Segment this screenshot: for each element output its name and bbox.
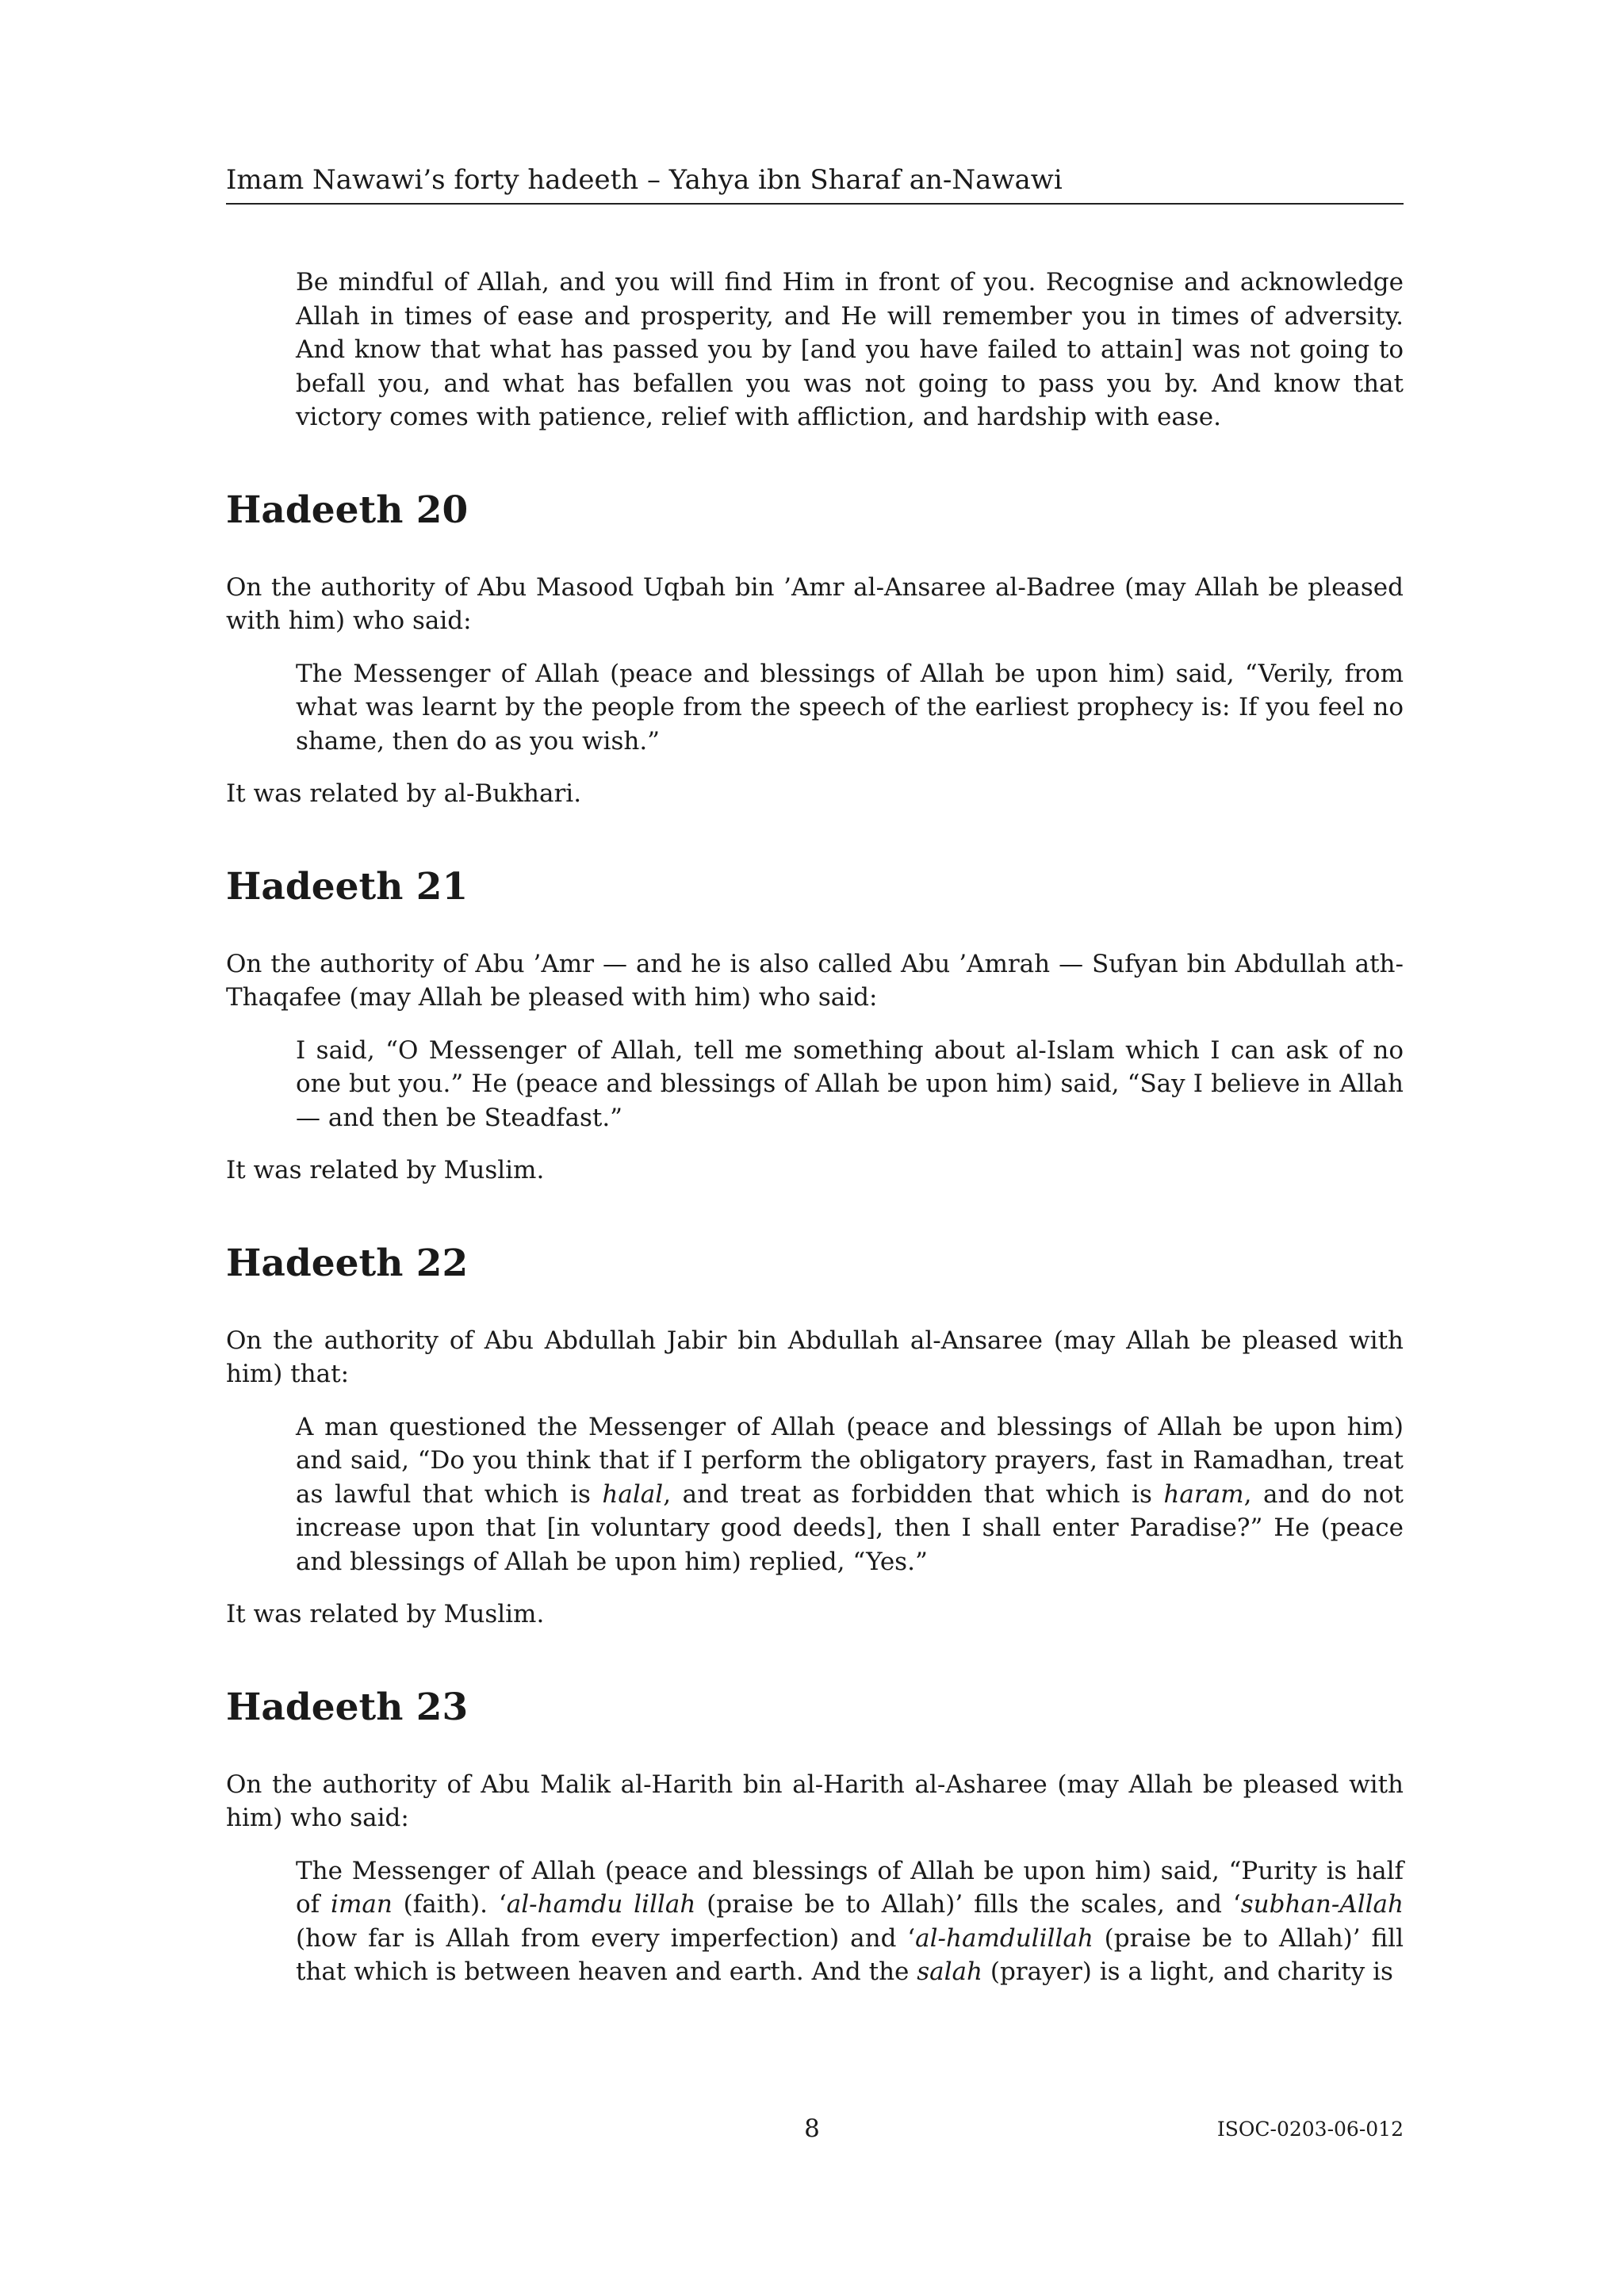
term-subhan-allah: subhan-Allah	[1240, 1890, 1404, 1919]
document-code: ISOC-0203-06-012	[1216, 2118, 1404, 2141]
term-iman: iman	[331, 1890, 393, 1919]
hadeeth-23-heading: Hadeeth 23	[226, 1685, 469, 1729]
hadeeth-23-authority: On the authority of Abu Malik al-Harith bin al-Harith al-Asharee (may Allah be pleased with him) who said:	[226, 1770, 1404, 1832]
quote-text: , and do not increase upon that [in voluntary good deeds], then I shall enter Paradise?” He (peace and blessings of Allah be upon him) replied, “Yes.”	[296, 1479, 1404, 1576]
hadeeth-20-heading: Hadeeth 20	[226, 488, 469, 532]
hadeeth-22-heading: Hadeeth 22	[226, 1241, 469, 1285]
quote-text: (praise be to Allah)’ fills the scales, and ‘	[695, 1890, 1241, 1919]
hadeeth-22-quote	[296, 1410, 1404, 1579]
term-halal: halal	[602, 1479, 664, 1509]
page-body	[226, 266, 1404, 1989]
hadeeth-23-quote	[296, 1854, 1404, 1989]
quote-text: (praise be to Allah)’ fill that which is between heaven and earth. And the	[296, 1923, 1404, 1986]
quote-text: A man questioned the Messenger of Allah (peace and blessings of Allah be upon him) and said, “Do you think that if I perform the obligatory prayers, fast in Ramadhan, treat as lawful that which is	[296, 1412, 1404, 1509]
term-al-hamdulillah: al-hamdulillah	[915, 1923, 1094, 1953]
hadeeth-22-related: It was related by Muslim.	[226, 1600, 545, 1628]
term-haram: haram	[1163, 1479, 1244, 1509]
hadeeth-21-related: It was related by Muslim.	[226, 1156, 545, 1184]
quote-text: The Messenger of Allah (peace and blessings of Allah be upon him) said, “Purity is half of	[296, 1856, 1404, 1919]
hadeeth-21-quote: I said, “O Messenger of Allah, tell me something about al-Islam which I can ask of no one but you.” He (peace and blessings of Allah be upon him) said, “Say I believe in Allah — and then be Steadfast.”	[296, 1035, 1404, 1132]
quote-text: , and treat as forbidden that which is	[663, 1479, 1164, 1509]
page-number: 8	[804, 2114, 820, 2143]
quote-text: (how far is Allah from every imperfection) and ‘	[296, 1923, 916, 1953]
hadeeth-20-quote: The Messenger of Allah (peace and blessings of Allah be upon him) said, “Verily, from what was learnt by the people from the speech of the earliest prophecy is: If you feel no shame, then do as you wish.”	[296, 659, 1404, 756]
intro-quote: Be mindful of Allah, and you will find Him in front of you. Recognise and acknowledge Allah in times of ease and prosperity, and He will remember you in times of adversity. And know that what has passed you by [and you have failed to attain] was not going to befall you, and what has befallen you was not going to pass you by. And know that victory comes with patience, relief with affliction, and hardship with ease.	[296, 268, 1404, 431]
quote-text: (faith). ‘	[392, 1890, 507, 1919]
term-al-hamdu-lillah: al-hamdu lillah	[506, 1890, 696, 1919]
hadeeth-21-heading: Hadeeth 21	[226, 864, 469, 909]
term-salah: salah	[917, 1957, 983, 1986]
hadeeth-22-authority: On the authority of Abu Abdullah Jabir bin Abdullah al-Ansaree (may Allah be pleased with him) that:	[226, 1326, 1404, 1388]
running-header: Imam Nawawi’s forty hadeeth – Yahya ibn Sharaf an-Nawawi	[226, 160, 1404, 205]
hadeeth-20-related: It was related by al-Bukhari.	[226, 779, 582, 808]
hadeeth-20-authority: On the authority of Abu Masood Uqbah bin ’Amr al-Ansaree al-Badree (may Allah be pleased with him) who said:	[226, 572, 1404, 635]
hadeeth-21-authority: On the authority of Abu ’Amr — and he is also called Abu ’Amrah — Sufyan bin Abdullah ath-Thaqafee (may Allah be pleased with him) who said:	[226, 949, 1404, 1012]
quote-text: (prayer) is a light, and charity is	[982, 1957, 1393, 1986]
